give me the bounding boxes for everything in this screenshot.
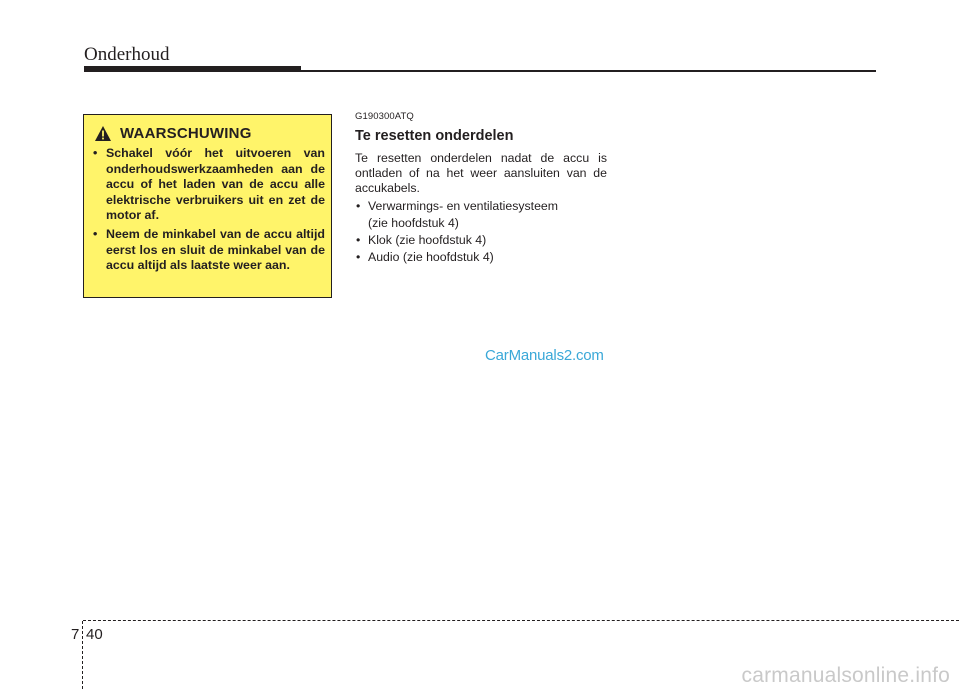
warning-list	[90, 146, 325, 277]
footer-divider	[82, 621, 83, 689]
chapter-number: 7	[71, 626, 80, 643]
section-code: G190300ATQ	[355, 111, 414, 122]
warning-box	[83, 114, 332, 298]
page-number: 40	[86, 626, 103, 643]
warning-triangle-icon	[94, 125, 112, 142]
warning-item: • Neem de minkabel van de accu altijd eerst los en sluit de minkabel van de accu altijd als laatste weer aan.	[90, 227, 325, 274]
page-header-title: Onderhoud	[84, 44, 170, 65]
footer-rule	[83, 620, 959, 621]
list-item: • Audio (zie hoofdstuk 4)	[355, 249, 607, 266]
warning-title: WAARSCHUWING	[120, 125, 252, 142]
site-watermark: carmanualsonline.info	[741, 664, 950, 687]
reset-section	[355, 111, 607, 266]
list-item	[355, 198, 607, 232]
warning-header	[94, 125, 252, 142]
list-item: • Klok (zie hoofdstuk 4)	[355, 232, 607, 249]
section-title: Te resetten onderdelen	[355, 128, 514, 144]
carmanuals-watermark: CarManuals2.com	[485, 347, 604, 364]
header-rule-thick	[84, 66, 301, 72]
list-item-continuation: (zie hoofdstuk 4)	[368, 216, 459, 230]
warning-item: • Schakel vóór het uitvoeren van onderhoudswerkzaamheden aan de accu of het laden van de accu alle elektrische verbruikers uit en zet de motor af.	[90, 146, 325, 224]
header-rule-thin	[301, 70, 876, 72]
section-intro: Te resetten onderdelen nadat de accu is ontladen of na het weer aansluiten van de accukabels.	[355, 151, 607, 195]
list-item-label: Verwarmings- en ventilatiesysteem	[368, 199, 558, 213]
reset-items-list	[355, 198, 607, 266]
